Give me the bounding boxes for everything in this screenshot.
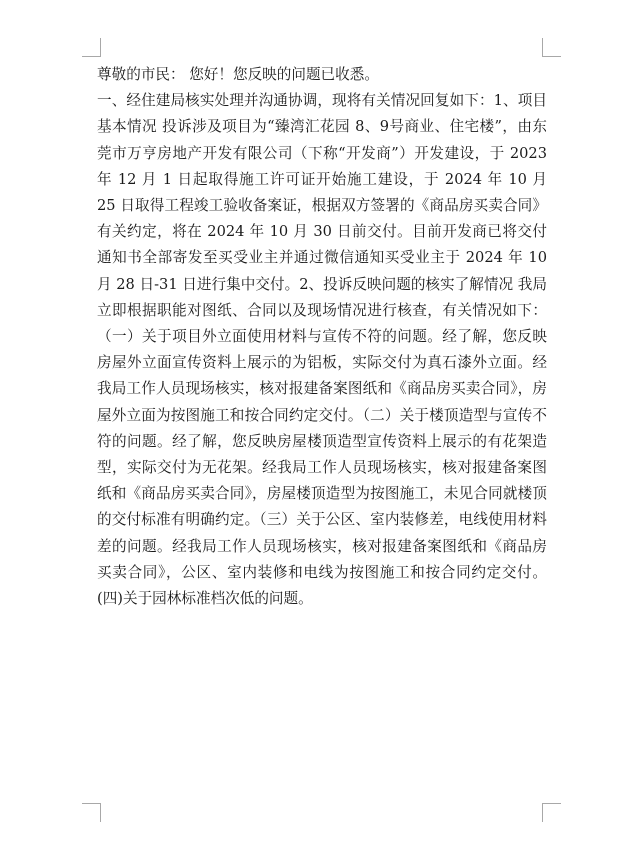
crop-mark-bottom-right — [542, 803, 561, 822]
crop-mark-bottom-left — [82, 803, 101, 822]
crop-mark-top-left — [82, 38, 101, 57]
reply-paragraph: 一、经住建局核实处理并沟通协调，现将有关情况回复如下：1、项目基本情况 投诉涉及项目为“臻湾汇花园 8、9号商业、住宅楼”，由东莞市万亨房地产开发有限公司（下称“开发商”）开发建设，于 2023 年 12 月 1 日起取得施工许可证开始施工建设，于 2024 年 10 月 25 日取得工程竣工验收备案证，根据双方签署的《商品房买卖合同》有关约定，将在 2024 年 10 月 30 日前交付。目前开发商已将交付通知书全部寄发至买受业主并通过微信通知买受业主于 2024 年 10 月 28 日-31 日进行集中交付。2、投诉反映问题的核实了解情况 我局立即根据职能对图纸、合同以及现场情况进行核查，有关情况如下：（一）关于项目外立面使用材料与宣传不符的问题。经了解，您反映房屋外立面宣传资料上展示的为铝板，实际交付为真石漆外立面。经我局工作人员现场核实，核对报建备案图纸和《商品房买卖合同》，房屋外立面为按图施工和按合同约定交付。（二）关于楼顶造型与宣传不符的问题。经了解，您反映房屋楼顶造型宣传资料上展示的有花架造型，实际交付为无花架。经我局工作人员现场核实，核对报建备案图纸和《商品房买卖合同》，房屋楼顶造型为按图施工，未见合同就楼顶的交付标准有明确约定。（三）关于公区、室内装修差，电线使用材料差的问题。经我局工作人员现场核实，核对报建备案图纸和《商品房买卖合同》，公区、室内装修和电线为按图施工和按合同约定交付。(四)关于园林标准档次低的问题。 — [97, 92, 547, 608]
crop-mark-top-right — [542, 38, 561, 57]
greeting-paragraph: 尊敬的市民： 您好！您反映的问题已收悉。 — [97, 66, 379, 83]
document-body — [97, 62, 547, 612]
